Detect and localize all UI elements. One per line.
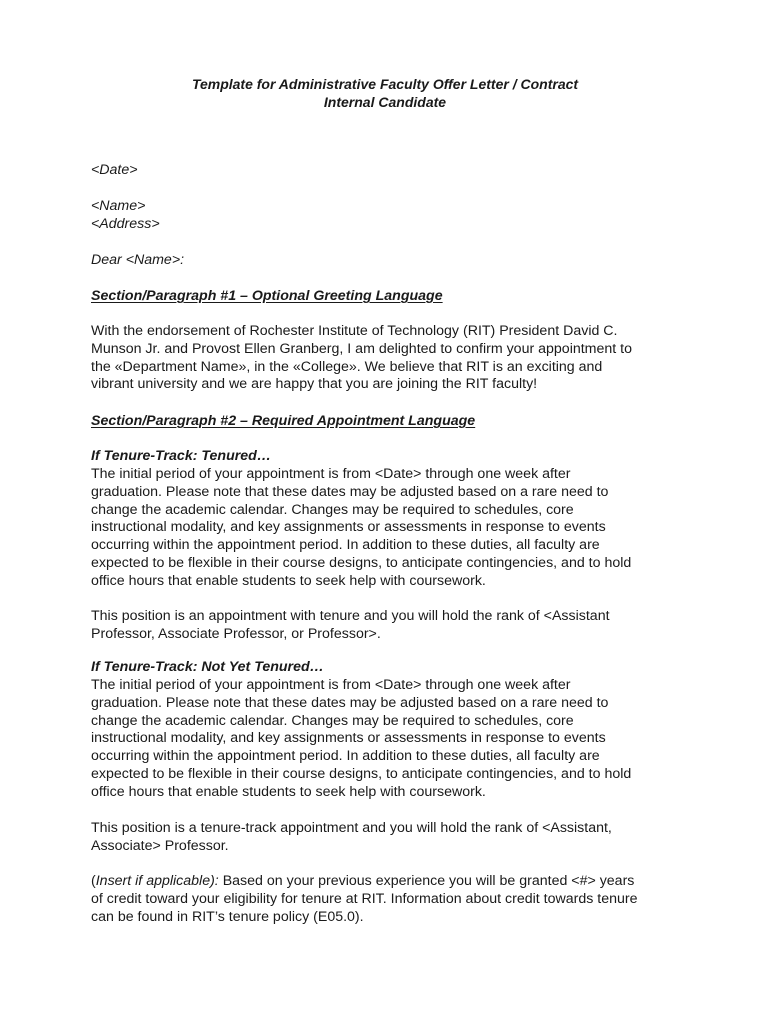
paragraph-line: graduation. Please note that these dates may be adjusted based on a rare need to xyxy=(91,483,609,500)
section2-heading: Section/Paragraph #2 – Required Appointment Language xyxy=(91,413,476,429)
not-yet-tenured-subheading: If Tenure-Track: Not Yet Tenured… xyxy=(91,659,324,675)
document-title-line2: Internal Candidate xyxy=(323,94,447,110)
section1-heading: Section/Paragraph #1 – Optional Greeting Language xyxy=(91,288,443,304)
paragraph-line: occurring within the appointment period. In addition to these duties, all faculty are xyxy=(91,537,600,554)
tenured-subheading: If Tenure-Track: Tenured… xyxy=(91,448,272,464)
paragraph-line: This position is a tenure-track appointment and you will hold the rank of <Assistant, xyxy=(91,820,612,836)
credit-line1-text: Based on your previous experience you will be granted <#> years xyxy=(218,873,635,889)
name-placeholder: <Name> xyxy=(91,198,146,214)
open-paren: ( xyxy=(91,873,96,889)
paragraph-line: Professor, Associate Professor, or Professor>. xyxy=(91,625,381,642)
paragraph-line: The initial period of your appointment is from <Date> through one week after xyxy=(91,677,571,693)
paragraph-line: Associate> Professor. xyxy=(91,837,229,854)
paragraph-line: The initial period of your appointment is from <Date> through one week after xyxy=(91,466,571,482)
not-yet-tenured-rank-paragraph xyxy=(91,820,691,856)
paragraph-line: This position is an appointment with tenure and you will hold the rank of <Assistant xyxy=(91,608,610,624)
paragraph-line: change the academic calendar. Changes may be required to schedules, core xyxy=(91,501,574,518)
paragraph-line: the «Department Name», in the «College». We believe that RIT is an exciting and xyxy=(91,358,603,375)
salutation: Dear <Name>: xyxy=(91,252,185,268)
tenure-credit-paragraph xyxy=(91,873,691,926)
not-yet-tenured-paragraph xyxy=(91,677,691,802)
section1-paragraph xyxy=(91,323,691,394)
paragraph-line: Munson Jr. and Provost Ellen Granberg, I am delighted to confirm your appointment to xyxy=(91,340,632,357)
paragraph-line: office hours that enable students to seek help with coursework. xyxy=(91,783,486,800)
paragraph-line: graduation. Please note that these dates may be adjusted based on a rare need to xyxy=(91,694,609,711)
paragraph-line: of credit toward your eligibility for tenure at RIT. Information about credit towards tenure xyxy=(91,890,638,907)
paragraph-line: change the academic calendar. Changes may be required to schedules, core xyxy=(91,712,574,729)
paragraph-line: occurring within the appointment period. In addition to these duties, all faculty are xyxy=(91,748,600,765)
address-placeholder: <Address> xyxy=(91,216,160,232)
paragraph-line: can be found in RIT’s tenure policy (E05.0). xyxy=(91,908,364,925)
document-title-line1: Template for Administrative Faculty Offer Letter / Contract xyxy=(191,76,579,92)
paragraph-line xyxy=(91,873,691,891)
insert-if-applicable-label: Insert if applicable): xyxy=(95,873,219,889)
date-placeholder: <Date> xyxy=(91,162,138,178)
paragraph-line: With the endorsement of Rochester Institute of Technology (RIT) President David C. xyxy=(91,323,618,339)
paragraph-line: instructional modality, and key assignments or assessments in response to events xyxy=(91,730,606,747)
paragraph-line: vibrant university and we are happy that you are joining the RIT faculty! xyxy=(91,376,538,393)
tenured-paragraph xyxy=(91,466,691,591)
paragraph-line: office hours that enable students to seek help with coursework. xyxy=(91,572,486,589)
tenured-rank-paragraph xyxy=(91,608,691,644)
paragraph-line: expected to be flexible in their course designs, to anticipate contingencies, and to hold xyxy=(91,554,632,571)
paragraph-line: expected to be flexible in their course designs, to anticipate contingencies, and to hold xyxy=(91,765,632,782)
paragraph-line: instructional modality, and key assignments or assessments in response to events xyxy=(91,519,606,536)
